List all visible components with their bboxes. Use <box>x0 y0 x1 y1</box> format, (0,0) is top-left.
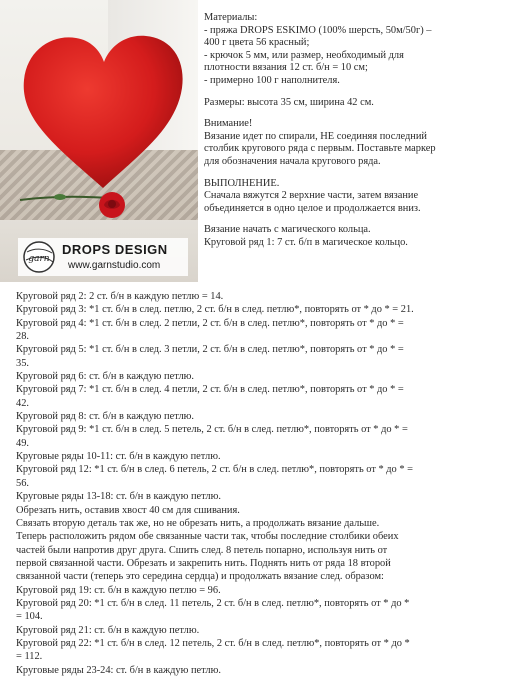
text-line: Круговые ряды 13-18: ст. б/н в каждую петлю. <box>16 491 221 503</box>
text-line: Размеры: высота 35 см, ширина 42 см. <box>204 96 374 108</box>
text-line: Обрезать нить, оставив хвост 40 см для сшивания. <box>16 504 240 516</box>
product-photo <box>0 0 198 282</box>
text-line: Круговой ряд 8: ст. б/н в каждую петлю. <box>16 411 195 423</box>
text-line: Круговой ряд 6: ст. б/н в каждую петлю. <box>16 371 195 383</box>
text-line: Материалы: <box>204 12 258 23</box>
text-line: Круговой ряд 19: ст. б/н в каждую петлю = 96. <box>16 584 221 596</box>
logo-url: www.garnstudio.com <box>68 260 161 271</box>
text-line: связанной части (теперь это середина сердца) и продолжать вязание след. образом: <box>16 571 384 583</box>
text-line: 49. <box>16 437 29 449</box>
text-line: Круговой ряд 7: *1 ст. б/н в след. 4 петли, 2 ст. б/н в след. петлю*, повторять от * до * = <box>16 384 404 396</box>
text-line: плотности вязания 12 ст. б/н = 10 см; <box>204 62 368 74</box>
text-line: Круговой ряд 3: *1 ст. б/н в след. петлю, 2 ст. б/н в след. петлю*, повторять от * до * = 21. <box>16 304 414 316</box>
rose-flower <box>92 190 132 220</box>
text-line: Круговой ряд 5: *1 ст. б/н в след. 3 петли, 2 ст. б/н в след. петлю*, повторять от * до * = <box>16 344 404 356</box>
text-line: столбик кругового ряда с первым. Поставьте маркер <box>204 143 436 155</box>
text-line: = 112. <box>16 651 43 663</box>
text-line: Круговой ряд 4: *1 ст. б/н в след. 2 петли, 2 ст. б/н в след. петлю*, повторять от * до * = <box>16 317 404 329</box>
drops-design-logo <box>18 238 188 276</box>
text-line: Круговые ряды 10-11: ст. б/н в каждую петлю. <box>16 451 221 463</box>
text-line: 28. <box>16 331 29 343</box>
text-line: Круговой ряд 1: 7 ст. б/п в магическое кольцо. <box>204 236 408 248</box>
text-line: частей были напротив друг друга. Сшить след. 8 петель попарно, используя нить от <box>16 544 388 556</box>
text-line: 400 г цвета 56 красный; <box>204 37 310 49</box>
text-line: Связать вторую деталь так же, но не обрезать нить, а продолжать вязание дальше. <box>16 517 380 529</box>
text-line: 56. <box>16 477 29 489</box>
text-line: 35. <box>16 357 29 369</box>
logo-title: DROPS DESIGN <box>62 242 168 257</box>
text-line: 42. <box>16 397 29 409</box>
text-line: Круговой ряд 9: *1 ст. б/н в след. 5 петель, 2 ст. б/н в след. петлю*, повторять от * до * = <box>16 424 408 436</box>
text-line: Теперь расположить рядом обе связанные части так, чтобы последние столбики обеих <box>16 531 399 543</box>
text-line: Вязание начать с магического кольца. <box>204 224 371 236</box>
text-line: Круговой ряд 21: ст. б/н в каждую петлю. <box>16 624 200 636</box>
red-heart-pillow <box>18 28 188 198</box>
text-line: = 104. <box>16 611 43 623</box>
text-line: объединяется в одно целое и продолжается вниз. <box>204 202 421 214</box>
text-line: Внимание! <box>204 118 253 130</box>
text-line: для обозначения начала кругового ряда. <box>204 155 381 167</box>
text-line: Круговой ряд 12: *1 ст. б/н в след. 6 петель, 2 ст. б/н в след. петлю*, повторять от * до * = <box>16 464 414 476</box>
text-line: первой связанной части. Обрезать и закрепить нить. Поднять нить от ряда 18 второй <box>16 557 391 569</box>
text-line: ВЫПОЛНЕНИЕ. <box>204 177 280 189</box>
text-line: Круговые ряды 23-24: ст. б/н в каждую петлю. <box>16 664 221 676</box>
text-line: Вязание идет по спирали, НЕ соединяя последний <box>204 130 427 142</box>
text-line: - пряжа DROPS ESKIMO (100% шерсть, 50м/50г) – <box>204 24 432 36</box>
materials-column <box>204 12 504 250</box>
svg-text:garn: garn <box>28 254 50 264</box>
yarn-ball-icon <box>22 240 56 274</box>
text-line: - примерно 100 г наполнителя. <box>204 74 340 86</box>
text-line: - крючок 5 мм, или размер, необходимый для <box>204 49 404 61</box>
text-line: Сначала вяжутся 2 верхние части, затем вязание <box>204 190 419 202</box>
text-line: Круговой ряд 22: *1 ст. б/н в след. 12 петель, 2 ст. б/н в след. петлю*, повторять от * до * <box>16 637 410 649</box>
text-line: Круговой ряд 20: *1 ст. б/н в след. 11 петель, 2 ст. б/н в след. петлю*, повторять от * до * <box>16 597 410 609</box>
instructions-body <box>16 290 506 677</box>
text-line: Круговой ряд 2: 2 ст. б/н в каждую петлю = 14. <box>16 291 224 302</box>
